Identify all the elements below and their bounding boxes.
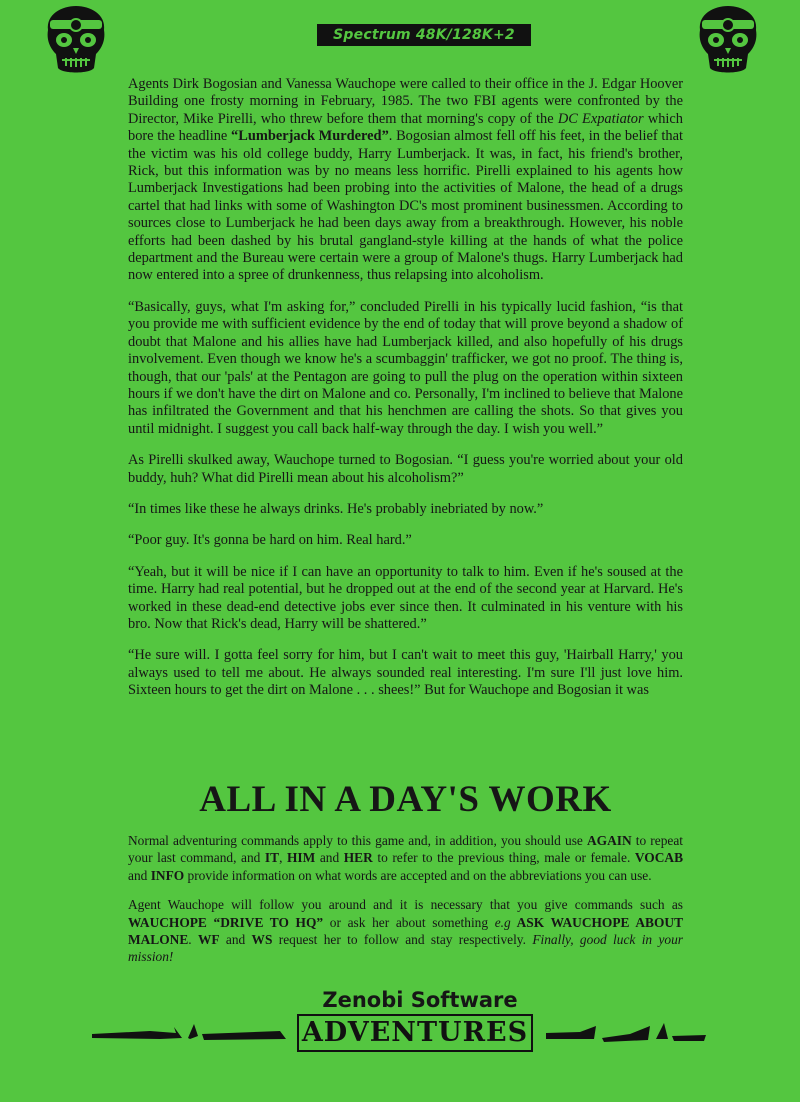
story-paragraph: “Basically, guys, what I'm asking for,” concluded Pirelli in his typically lucid fashion, “is that you provide me with sufficient evidence by the end of today that will prove beyond a shadow of doubt that Malone and his allies have had Lumberjack killed, and also hopefully of his drugs involvement. Even though we know he's a scumbaggin' trafficker, we got no proof. The thing is, though, that our 'pals' at the Pentagon are going to pull the plug on the operation within sixteen hours if we don't have the dirt on Malone and co. Personally, I'm inclined to believe that Malone has infiltrated the Government and that his henchmen are calling the shots. So that gives you until midnight. I suggest you call back half-way through the day. I wish you well.” [128, 298, 683, 437]
story-paragraph: Agents Dirk Bogosian and Vanessa Wauchope were called to their office in the J. Edgar Hoover Building one frosty morning in February, 1985. The two FBI agents were confronted by the Director, Mike Pirelli, who threw before them that morning's copy of the DC Expatiator which bore the headline “Lumberjack Murdered”. Bogosian almost fell off his feet, in the belief that the victim was his old college buddy, Harry Lumberjack. It was, in fact, his friend's brother, Rick, but this information was by no means less horrific. Pirelli explained to his agents how Lumberjack Investigations had been probing into the activities of Malone, the head of a drugs cartel that had links with some of Washington DC's most prominent businessmen. According to sources close to Lumberjack he had been days away from a breakthrough. However, his noble efforts had been dashed by his brutal gangland-style killing at the hands of what the police department and the Bureau were certain were a group of Malone's thugs. Harry Lumberjack had now entered into a spree of drunkenness, thus relapsing into alcoholism. [128, 76, 683, 284]
story-paragraph: “He sure will. I gotta feel sorry for him, but I can't wait to meet this guy, 'Hairball Harry,' you always used to tell me about. He always sounded real interesting. I'm sure I'll just love him. Sixteen hours to get the dirt on Malone . . . shees!” But for Wauchope and Bogosian it was [128, 647, 683, 699]
adventures-logo-text: ADVENTURES [297, 1014, 533, 1052]
story-paragraph: “Poor guy. It's gonna be hard on him. Real hard.” [128, 532, 412, 549]
skull-icon [40, 4, 112, 78]
instructions [128, 832, 683, 978]
skull-icon [692, 4, 764, 78]
publisher-logo [90, 1012, 710, 1058]
instructions-paragraph: Agent Wauchope will follow you around and it is necessary that you give commands such as WAUCHOPE “DRIVE TO HQ” or ask her about something e.g ASK WAUCHOPE ABOUT MALONE. WF and WS request her to follow and stay respectively. Finally, good luck in your mission! [128, 897, 683, 965]
story-text [128, 76, 683, 714]
publisher-name: Zenobi Software [322, 988, 518, 1012]
story-paragraph: “In times like these he always drinks. He's probably inebriated by now.” [128, 500, 544, 517]
instructions-paragraph: Normal adventuring commands apply to this game and, in addition, you should use AGAIN to repeat your last command, and IT, HIM and HER to refer to the previous thing, male or female. VOCAB and INFO provide information on what words are accepted and on the abbreviations you can use. [128, 833, 683, 883]
story-paragraph: “Yeah, but it will be nice if I can have an opportunity to talk to him. Even if he's soused at the time. Harry had real potential, but he dropped out at the end of the second year at Harvard. He's worked in these dead-end detective jobs ever since then. It culminated in his venture with his bro. Now that Rick's dead, Harry will be shattered.” [128, 563, 683, 632]
platform-banner: Spectrum 48K/128K+2 [317, 24, 531, 46]
story-paragraph: As Pirelli skulked away, Wauchope turned to Bogosian. “I guess you're worried about your old buddy, huh? What did Pirelli mean about his alcoholism?” [128, 452, 683, 486]
game-title: ALL IN A DAY'S WORK [199, 779, 612, 820]
